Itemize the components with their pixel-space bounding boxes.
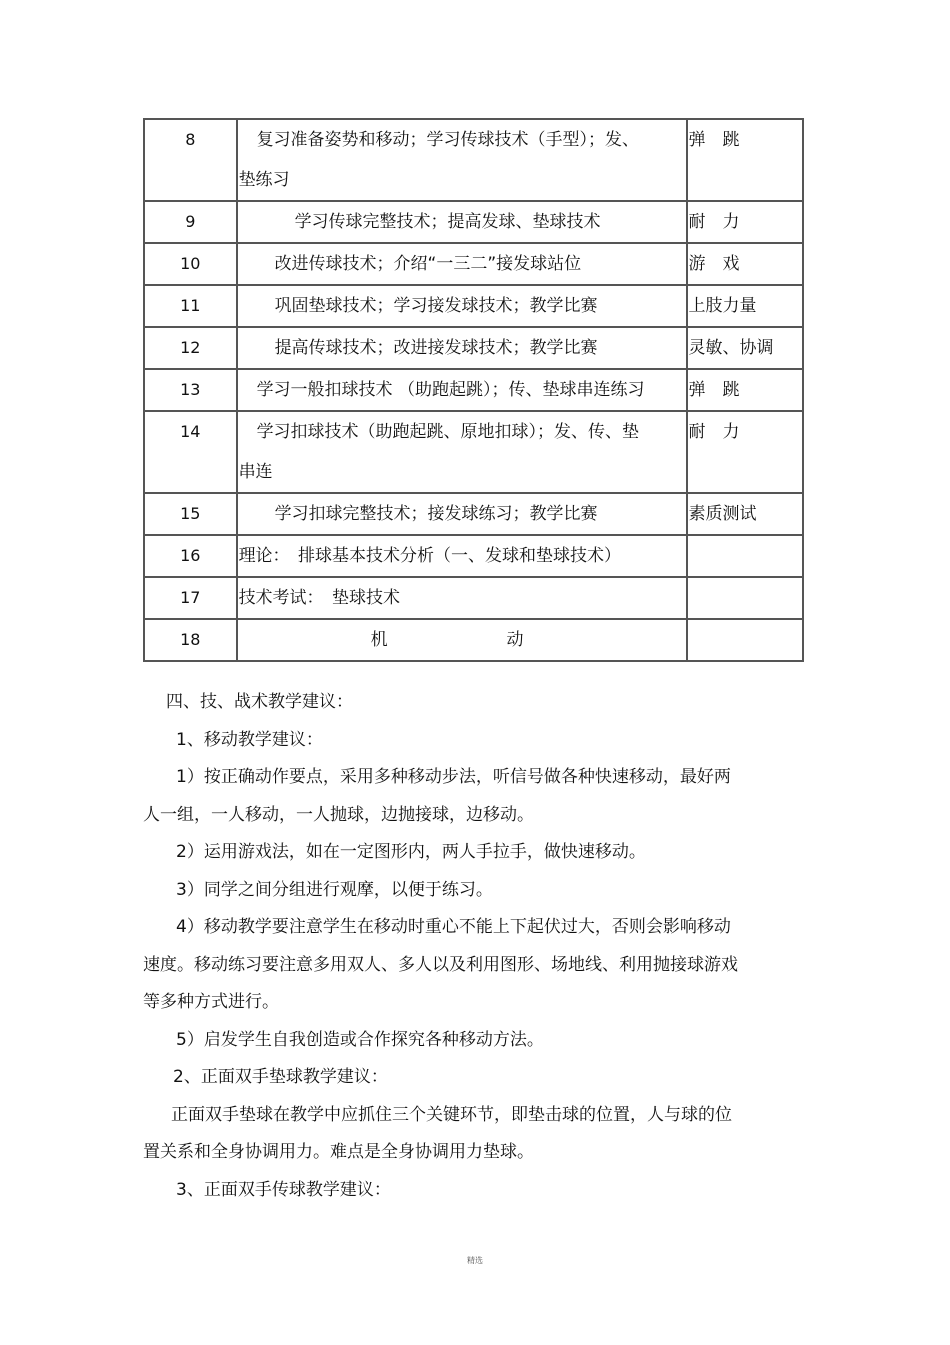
paragraph-line: 人一组，一人移动，一人抛球，边抛接球，边移动。 (143, 804, 534, 825)
lesson-number: 14 (145, 412, 238, 494)
paragraph-line: 1）按正确动作要点，采用多种移动步法，听信号做各种快速移动，最好两 (176, 767, 731, 787)
schedule-table (143, 118, 804, 662)
lesson-content (238, 244, 689, 286)
lesson-content (238, 536, 689, 578)
lesson-content (238, 328, 689, 370)
table-row (145, 494, 804, 536)
subsection-title: 2、正面双手垫球教学建议： (173, 1067, 388, 1087)
lesson-content-line: 机 动 (370, 630, 524, 650)
paragraph-line: 速度。移动练习要注意多用双人、多人以及利用图形、场地线、利用抛接球游戏 (143, 954, 738, 975)
lesson-content-line: 提高传球技术；改进接发球技术；教学比赛 (274, 338, 598, 358)
fitness-focus: 上肢力量 (688, 286, 804, 328)
table-row (145, 328, 804, 370)
fitness-focus (688, 578, 804, 620)
table-row (145, 578, 804, 620)
lesson-number: 17 (145, 578, 238, 620)
lesson-content-line: 巩固垫球技术；学习接发球技术；教学比赛 (274, 296, 598, 316)
fitness-focus: 游 戏 (688, 244, 804, 286)
lesson-content (238, 370, 689, 412)
lesson-content-line: 理论： 排球基本技术分析（一、发球和垫球技术） (238, 546, 622, 566)
lesson-content-line: 技术考试： 垫球技术 (238, 588, 401, 608)
table-row (145, 244, 804, 286)
lesson-content (238, 120, 689, 202)
table-row (145, 370, 804, 412)
lesson-number: 9 (145, 202, 238, 244)
lesson-content (238, 202, 689, 244)
fitness-focus: 弹 跳 (688, 370, 804, 412)
table-row (145, 120, 804, 202)
lesson-number: 13 (145, 370, 238, 412)
lesson-content-line: 垫练习 (238, 170, 290, 190)
lesson-number: 11 (145, 286, 238, 328)
lesson-content (238, 494, 689, 536)
paragraph-line: 置关系和全身协调用力。难点是全身协调用力垫球。 (143, 1142, 534, 1162)
lesson-content-line: 学习扣球技术（助跑起跳、原地扣球）；发、传、垫 (256, 422, 640, 442)
lesson-content (238, 578, 689, 620)
paragraph-line: 2）运用游戏法，如在一定图形内，两人手拉手，做快速移动。 (176, 842, 646, 862)
paragraph-line: 5）启发学生自我创造或合作探究各种移动方法。 (176, 1029, 544, 1050)
paragraph-line: 正面双手垫球在教学中应抓住三个关键环节，即垫击球的位置，人与球的位 (171, 1104, 732, 1125)
lesson-content-line: 学习传球完整技术；提高发球、垫球技术 (294, 212, 601, 232)
lesson-content-line: 复习准备姿势和移动；学习传球技术（手型）；发、 (256, 130, 640, 150)
section-heading: 四、技、战术教学建议： (166, 692, 353, 712)
lesson-content-line: 串连 (238, 462, 273, 482)
paragraph-line: 3）同学之间分组进行观摩，以便于练习。 (176, 879, 493, 900)
fitness-focus: 素质测试 (688, 494, 804, 536)
lesson-content (238, 412, 689, 494)
lesson-content-line: 学习一般扣球技术 （助跑起跳）；传、垫球串连练习 (256, 380, 645, 400)
table-row (145, 286, 804, 328)
lesson-number: 15 (145, 494, 238, 536)
lesson-content-line: 学习扣球完整技术；接发球练习；教学比赛 (274, 504, 598, 524)
teaching-suggestions (143, 684, 783, 1209)
fitness-focus (688, 536, 804, 578)
lesson-content (238, 286, 689, 328)
fitness-focus (688, 620, 804, 662)
page-footer: 精选 (467, 1256, 483, 1265)
subsection-title: 1、移动教学建议： (176, 729, 323, 750)
lesson-number: 8 (145, 120, 238, 202)
paragraph-line: 4）移动教学要注意学生在移动时重心不能上下起伏过大，否则会影响移动 (176, 917, 731, 937)
table-row (145, 202, 804, 244)
table-row (145, 412, 804, 494)
subsection-title: 3、正面双手传球教学建议： (176, 1179, 391, 1200)
fitness-focus: 弹 跳 (688, 120, 804, 202)
fitness-focus: 耐 力 (688, 412, 804, 494)
paragraph-line: 等多种方式进行。 (143, 992, 279, 1012)
lesson-content (238, 620, 689, 662)
lesson-number: 10 (145, 244, 238, 286)
fitness-focus: 耐 力 (688, 202, 804, 244)
lesson-content-line: 改进传球技术；介绍“一三二”接发球站位 (274, 254, 582, 274)
lesson-number: 18 (145, 620, 238, 662)
lesson-number: 12 (145, 328, 238, 370)
table-row (145, 536, 804, 578)
lesson-number: 16 (145, 536, 238, 578)
table-row (145, 620, 804, 662)
fitness-focus: 灵敏、协调 (688, 328, 804, 370)
